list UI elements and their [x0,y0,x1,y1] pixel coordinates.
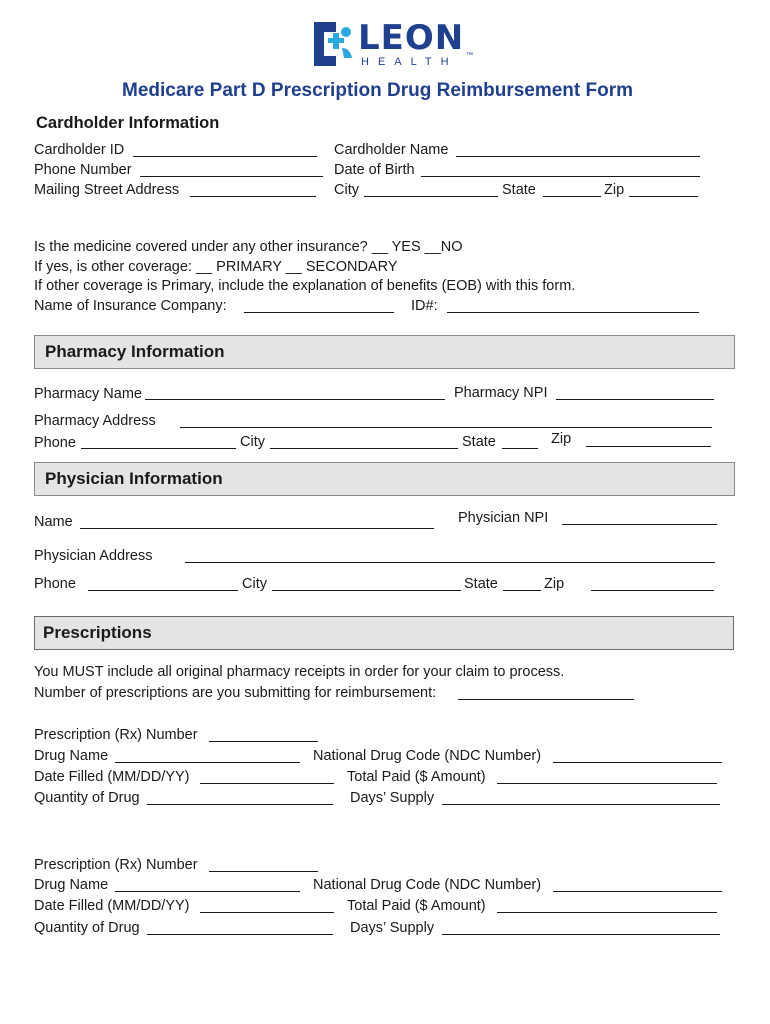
total-paid-field[interactable] [497,783,717,784]
drug-name-label: Drug Name [34,877,109,893]
logo-subtitle: HEALTH [361,56,458,68]
quantity-label: Quantity of Drug [34,920,140,936]
pharmacy-name-field[interactable] [145,399,445,400]
pharmacy-zip-label: Zip [551,431,572,447]
pharmacy-zip-field[interactable] [586,446,711,447]
mailing-address-field[interactable] [190,196,316,197]
pharmacy-city-label: City [240,434,265,450]
rx-number-label: Prescription (Rx) Number [34,727,198,743]
quantity-label: Quantity of Drug [34,790,140,806]
physician-zip-field[interactable] [591,590,714,591]
days-supply-field[interactable] [442,804,720,805]
physician-city-field[interactable] [272,590,461,591]
physician-phone-label: Phone [34,576,76,592]
date-filled-field[interactable] [200,783,334,784]
pharmacy-state-label: State [462,434,496,450]
ndc-label: National Drug Code (NDC Number) [313,877,542,893]
total-paid-label: Total Paid ($ Amount) [347,769,486,785]
pharmacy-npi-field[interactable] [556,399,714,400]
prescriptions-heading: Prescriptions [43,623,152,642]
date-filled-label: Date Filled (MM/DD/YY) [34,898,190,914]
total-paid-field[interactable] [497,912,717,913]
days-supply-label: Days’ Supply [350,920,435,936]
physician-address-label: Physician Address [34,548,153,564]
ndc-label: National Drug Code (NDC Number) [313,748,542,764]
pharmacy-phone-field[interactable] [81,448,236,449]
pharmacy-phone-label: Phone [34,435,76,451]
form-title: Medicare Part D Prescription Drug Reimbursement Form [122,80,634,101]
drug-name-field[interactable] [115,891,300,892]
cardholder-name-field[interactable] [456,156,700,157]
cardholder-city-label: City [334,182,359,198]
pharmacy-name-label: Pharmacy Name [34,386,142,402]
cardholder-state-label: State [502,182,536,198]
physician-heading: Physician Information [45,469,223,488]
insurance-id-field[interactable] [447,312,699,313]
physician-state-label: State [464,576,498,592]
other-insurance-question[interactable]: Is the medicine covered under any other insurance? __ YES __NO [34,239,463,255]
drug-name-label: Drug Name [34,748,109,764]
logo-trademark: ™ [466,52,473,59]
prescription-count-label: Number of prescriptions are you submitting for reimbursement: [34,685,437,701]
quantity-field[interactable] [147,934,333,935]
total-paid-label: Total Paid ($ Amount) [347,898,486,914]
eob-instruction: If other coverage is Primary, include the explanation of benefits (EOB) with this form. [34,278,576,294]
prescription-count-field[interactable] [458,699,634,700]
quantity-field[interactable] [147,804,333,805]
physician-npi-field[interactable] [562,524,717,525]
pharmacy-address-label: Pharmacy Address [34,413,156,429]
cardholder-id-label: Cardholder ID [34,142,125,158]
cardholder-state-field[interactable] [543,196,601,197]
physician-address-field[interactable] [185,562,715,563]
date-filled-field[interactable] [200,912,334,913]
mailing-address-label: Mailing Street Address [34,182,180,198]
cardholder-name-label: Cardholder Name [334,142,449,158]
prescriptions-section-header [34,616,734,650]
logo-wordmark: LEON [358,18,465,58]
physician-state-field[interactable] [503,590,541,591]
date-of-birth-label: Date of Birth [334,162,415,178]
cardholder-zip-field[interactable] [629,196,698,197]
cardholder-zip-label: Zip [604,182,625,198]
leon-mark-icon [306,18,358,70]
days-supply-label: Days’ Supply [350,790,435,806]
pharmacy-state-field[interactable] [502,448,538,449]
phone-number-field[interactable] [140,176,323,177]
receipts-notice: You MUST include all original pharmacy receipts in order for your claim to process. [34,664,565,680]
cardholder-heading: Cardholder Information [36,114,220,132]
pharmacy-address-field[interactable] [180,427,712,428]
coverage-type-question[interactable]: If yes, is other coverage: __ PRIMARY __ SECONDARY [34,259,398,275]
physician-section-header [34,462,735,496]
ndc-field[interactable] [553,762,722,763]
insurance-company-field[interactable] [244,312,394,313]
date-of-birth-field[interactable] [421,176,700,177]
physician-zip-label: Zip [544,576,565,592]
date-filled-label: Date Filled (MM/DD/YY) [34,769,190,785]
phone-number-label: Phone Number [34,162,132,178]
physician-city-label: City [242,576,267,592]
physician-npi-label: Physician NPI [458,510,549,526]
days-supply-field[interactable] [442,934,720,935]
pharmacy-city-field[interactable] [270,448,458,449]
cardholder-id-field[interactable] [133,156,317,157]
physician-name-field[interactable] [80,528,434,529]
physician-name-label: Name [34,514,73,530]
pharmacy-heading: Pharmacy Information [45,342,225,361]
insurance-id-label: ID#: [411,298,438,314]
pharmacy-npi-label: Pharmacy NPI [454,385,548,401]
pharmacy-section-header [34,335,735,369]
rx-number-field[interactable] [209,741,318,742]
physician-phone-field[interactable] [88,590,238,591]
ndc-field[interactable] [553,891,722,892]
rx-number-field[interactable] [209,871,318,872]
drug-name-field[interactable] [115,762,300,763]
cardholder-city-field[interactable] [364,196,498,197]
insurance-company-label: Name of Insurance Company: [34,298,227,314]
rx-number-label: Prescription (Rx) Number [34,857,198,873]
